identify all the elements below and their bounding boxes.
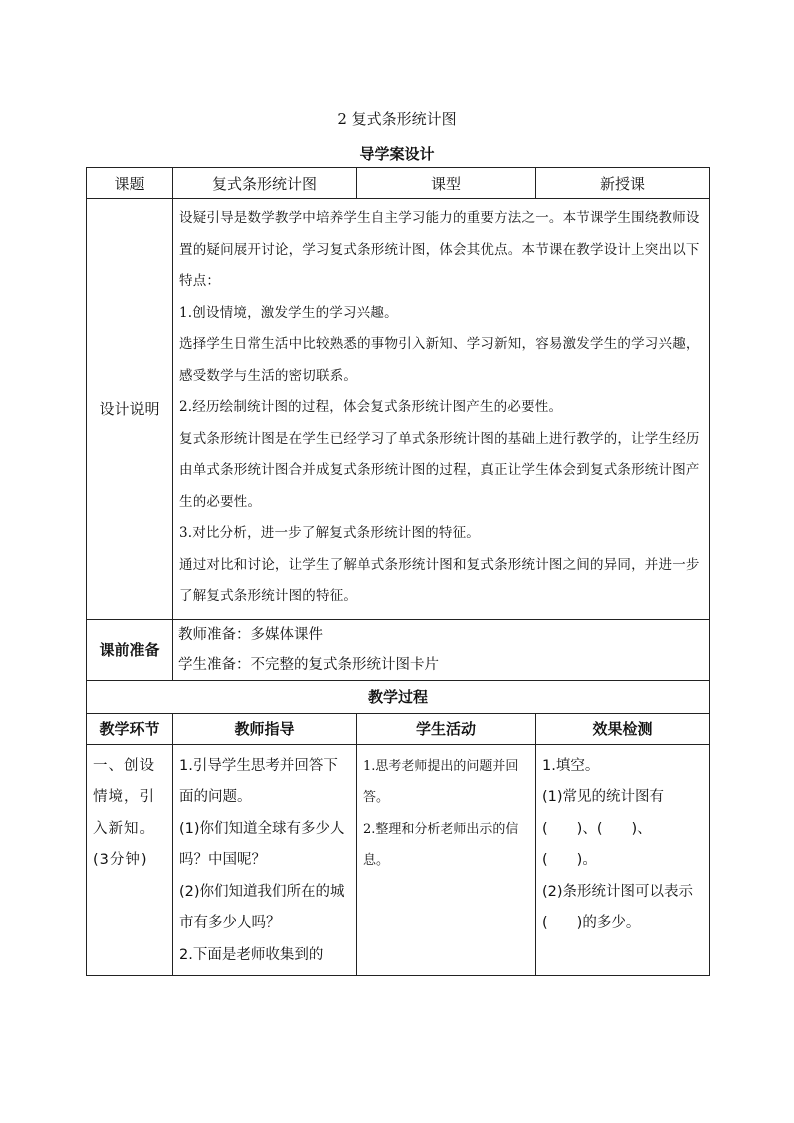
design-paragraph: 1.创设情境，激发学生的学习兴趣。 — [179, 304, 398, 321]
teacher-item: (1)你们知道全球有多少人吗？中国呢？ — [179, 820, 345, 868]
process-columns-row — [87, 713, 710, 744]
prep-row — [87, 619, 710, 680]
column-header: 效果检测 — [536, 713, 710, 744]
student-activity-cell — [357, 744, 536, 976]
teacher-guidance-cell — [173, 744, 357, 976]
column-header: 学生活动 — [357, 713, 536, 744]
process-row — [87, 744, 710, 976]
type-label: 课型 — [357, 168, 536, 199]
student-item: 1.思考老师提出的问题并回答。 — [363, 758, 519, 805]
lesson-plan-table — [86, 167, 710, 976]
design-paragraph: 2.经历绘制统计图的过程，体会复式条形统计图产生的必要性。 — [179, 399, 563, 415]
design-row — [87, 199, 710, 620]
check-item: 1.填空。 — [542, 757, 600, 774]
prep-label: 课前准备 — [87, 619, 173, 680]
stage-text: 一、创设情境，引入新知。(3分钟) — [93, 757, 155, 868]
process-title: 教学过程 — [87, 680, 710, 713]
prep-teacher: 教师准备：多媒体课件 — [178, 626, 323, 643]
topic-value: 复式条形统计图 — [173, 168, 357, 199]
document-title: 2 复式条形统计图 — [337, 110, 457, 128]
topic-label: 课题 — [87, 168, 173, 199]
prep-student: 学生准备：不完整的复式条形统计图卡片 — [178, 656, 439, 673]
check-item: (1)常见的统计图有( )、( )、( )。 — [542, 789, 665, 868]
process-title-row — [87, 680, 710, 713]
design-paragraph: 通过对比和讨论，让学生了解单式条形统计图和复式条形统计图之间的异同，并进一步了解复式条形统计图的特征。 — [179, 556, 700, 604]
prep-content — [173, 619, 710, 680]
effect-check-cell — [536, 744, 710, 976]
design-paragraph: 复式条形统计图是在学生已经学习了单式条形统计图的基础上进行教学的，让学生经历由单式条形统计图合并成复式条形统计图的过程，真正让学生体会到复式条形统计图产生的必要性。 — [179, 430, 700, 510]
design-paragraph: 3.对比分析，进一步了解复式条形统计图的特征。 — [179, 525, 480, 541]
student-item: 2.整理和分析老师出示的信息。 — [363, 821, 519, 868]
design-label: 设计说明 — [87, 199, 173, 620]
check-item: (2)条形统计图可以表示( )的多少。 — [542, 883, 694, 931]
teacher-item: (2)你们知道我们所在的城市有多少人吗？ — [179, 883, 345, 931]
column-header: 教师指导 — [173, 713, 357, 744]
type-value: 新授课 — [536, 168, 710, 199]
teacher-item: 1.引导学生思考并回答下面的问题。 — [179, 757, 338, 805]
design-content — [173, 199, 710, 620]
document-subtitle: 导学案设计 — [359, 145, 435, 163]
design-paragraph: 选择学生日常生活中比较熟悉的事物引入新知、学习新知，容易激发学生的学习兴趣，感受数学与生活的密切联系。 — [179, 336, 700, 384]
column-header: 教学环节 — [87, 713, 173, 744]
header-row — [87, 168, 710, 199]
design-paragraph: 设疑引导是数学教学中培养学生自主学习能力的重要方法之一。本节课学生围绕教师设置的疑问展开讨论，学习复式条形统计图，体会其优点。本节课在教学设计上突出以下特点： — [179, 210, 700, 289]
teacher-item: 2.下面是老师收集到的 — [179, 946, 324, 963]
stage-cell — [87, 744, 173, 976]
